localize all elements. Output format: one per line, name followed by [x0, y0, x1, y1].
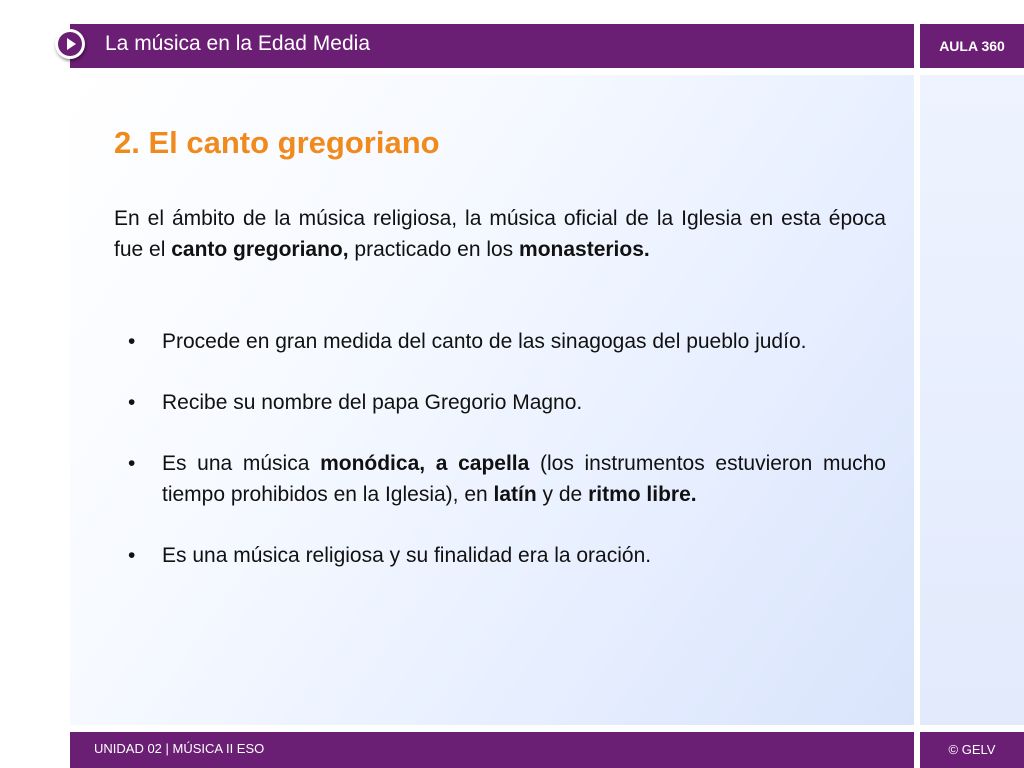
bullet-list [114, 326, 886, 601]
footer-unit-label: UNIDAD 02 | MÚSICA II ESO [94, 741, 265, 756]
footer-copyright: © GELV [920, 732, 1024, 768]
play-button[interactable] [55, 29, 85, 59]
bullet-text: Es una música religiosa y su finalidad era la oración. [162, 544, 652, 567]
intro-bold-monasterios: monasterios. [519, 238, 650, 261]
bullet-item [114, 540, 886, 571]
bullet-text: (los instrumentos estuvieron mucho tiempo prohibidos en la Iglesia), en [162, 452, 886, 506]
aula-360-badge: AULA 360 [920, 24, 1024, 68]
bullet-bold: latín [493, 483, 537, 506]
play-icon [55, 29, 85, 59]
bullet-text: Recibe su nombre del papa Gregorio Magno. [162, 391, 583, 414]
bullet-dot: • [128, 452, 136, 475]
bullet-text: Es una música [162, 452, 321, 475]
bullet-text: Procede en gran medida del canto de las sinagogas del pueblo judío. [162, 330, 807, 353]
slide-title: 2. El canto gregoriano [114, 125, 440, 160]
bullet-item [114, 387, 886, 418]
intro-text: practicado en los [348, 238, 520, 261]
bullet-text: y de [536, 483, 589, 506]
bullet-dot: • [128, 330, 136, 353]
presentation-title: La música en la Edad Media [105, 32, 370, 55]
bullet-dot: • [128, 544, 136, 567]
intro-bold-canto: canto gregoriano, [171, 238, 349, 261]
bullet-item [114, 448, 886, 510]
bullet-bold: ritmo libre. [588, 483, 697, 506]
side-panel [920, 75, 1024, 725]
bullet-item [114, 326, 886, 357]
bullet-bold: monódica, a capella [320, 452, 530, 475]
intro-text: En el ámbito de la música religiosa, la música oficial de la Iglesia en esta época fue el [114, 207, 886, 261]
intro-paragraph [114, 203, 886, 265]
bullet-dot: • [128, 391, 136, 414]
